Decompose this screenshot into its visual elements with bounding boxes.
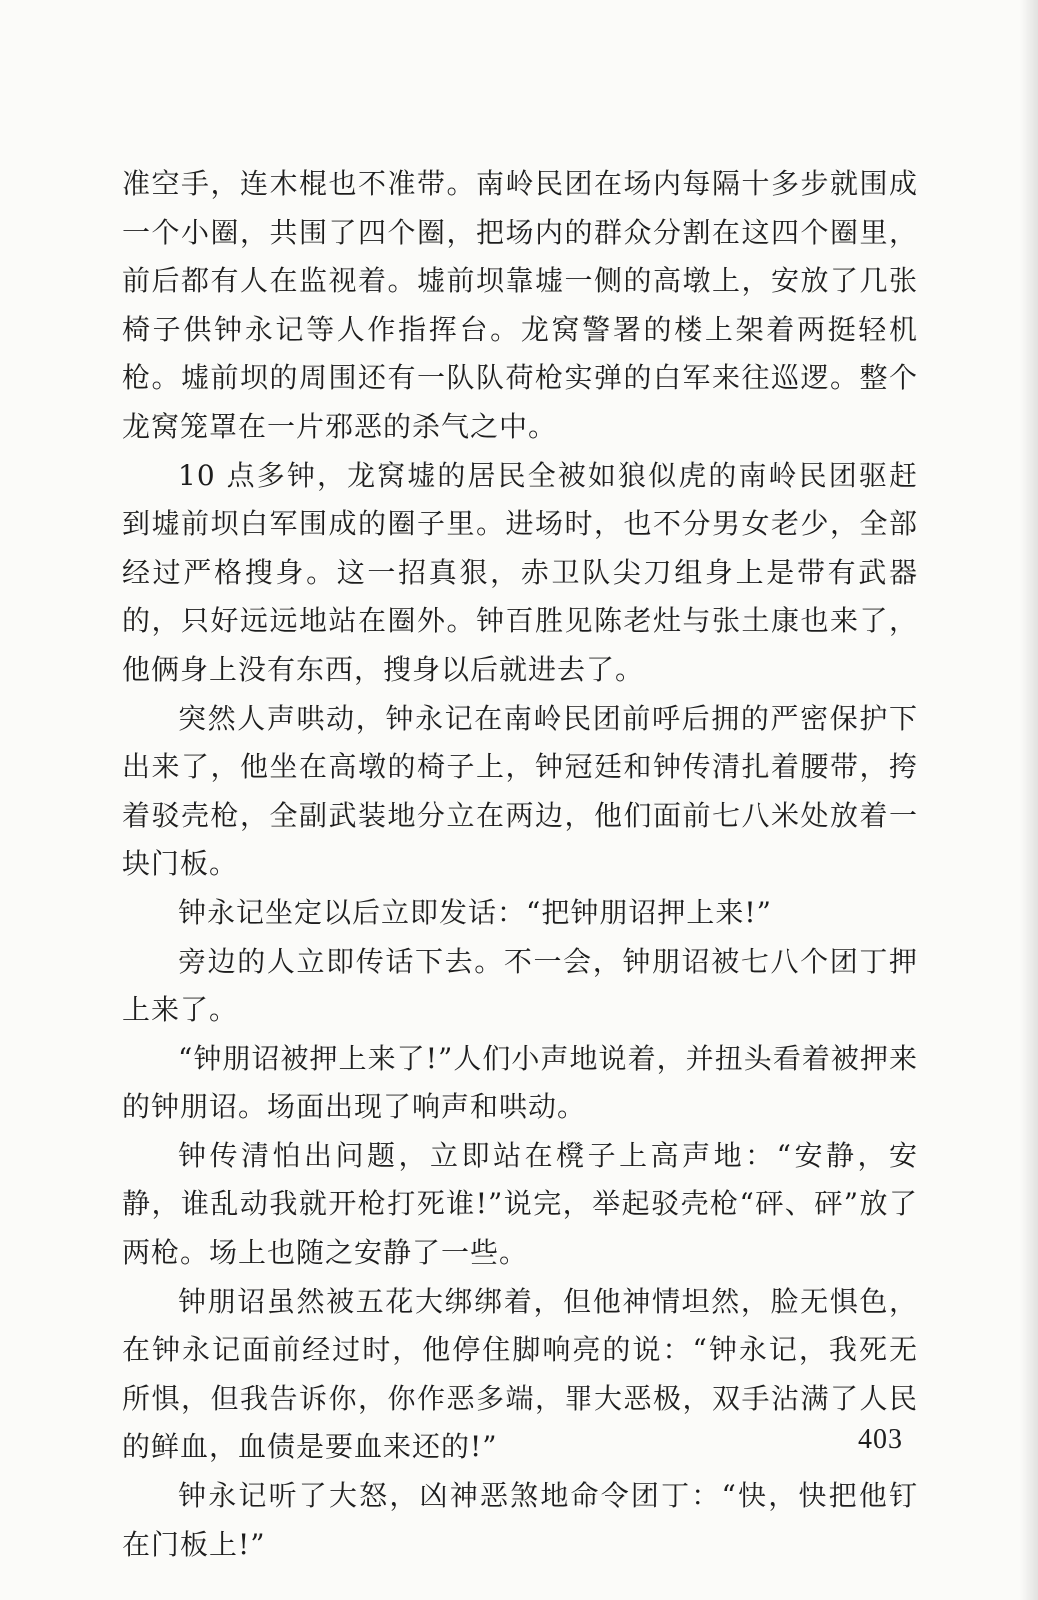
paragraph-6: “钟朋诏被押上来了!”人们小声地说着，并扭头看着被押来的钟朋诏。场面出现了响声和哄动。 <box>122 1041 918 1124</box>
paragraph-9: 钟永记听了大怒，凶神恶煞地命令团丁：“快，快把他钉在门板上!” <box>122 1479 918 1561</box>
paragraph-1: 准空手，连木棍也不准带。南岭民团在场内每隔十多步就围成一个小圈，共围了四个圈，把场内的群众分割在这四个圈里，前后都有人在监视着。墟前坝靠墟一侧的高墩上，安放了几张椅子供钟永记等人作指挥台。龙窝警署的楼上架着两挺轻机枪。墟前坝的周围还有一队队荷枪实弹的白军来往巡逻。整个龙窝笼罩在一片邪恶的杀气之中。 <box>122 167 918 443</box>
paragraph-7: 钟传清怕出问题，立即站在櫈子上高声地：“安静，安静，谁乱动我就开枪打死谁!”说完，举起驳壳枪“砰、砰”放了两枪。场上也随之安静了一些。 <box>122 1138 918 1270</box>
page-edge-shadow <box>1020 0 1038 1600</box>
page-number: 403 <box>858 1424 903 1455</box>
paragraph-4: 钟永记坐定以后立即发话：“把钟朋诏押上来!” <box>178 895 772 929</box>
body-text <box>122 160 918 1569</box>
paragraph-5: 旁边的人立即传话下去。不一会，钟朋诏被七八个团丁押上来了。 <box>122 944 918 1027</box>
paragraph-3: 突然人声哄动，钟永记在南岭民团前呼后拥的严密保护下出来了，他坐在高墩的椅子上，钟冠廷和钟传清扎着腰带，挎着驳壳枪，全副武装地分立在两边，他们面前七八米处放着一块门板。 <box>122 701 918 881</box>
paragraph-2: 10 点多钟，龙窝墟的居民全被如狼似虎的南岭民团驱赶到墟前坝白军围成的圈子里。进场时，也不分男女老少，全部经过严格搜身。这一招真狠，赤卫队尖刀组身上是带有武器的，只好远远地站在圈外。钟百胜见陈老灶与张土康也来了，他俩身上没有东西，搜身以后就进去了。 <box>122 458 918 686</box>
paragraph-8: 钟朋诏虽然被五花大绑绑着，但他神情坦然，脸无惧色，在钟永记面前经过时，他停住脚响亮的说：“钟永记，我死无所惧，但我告诉你，你作恶多端，罪大恶极，双手沾满了人民的鲜血，血债是要血来还的!” <box>122 1284 918 1464</box>
